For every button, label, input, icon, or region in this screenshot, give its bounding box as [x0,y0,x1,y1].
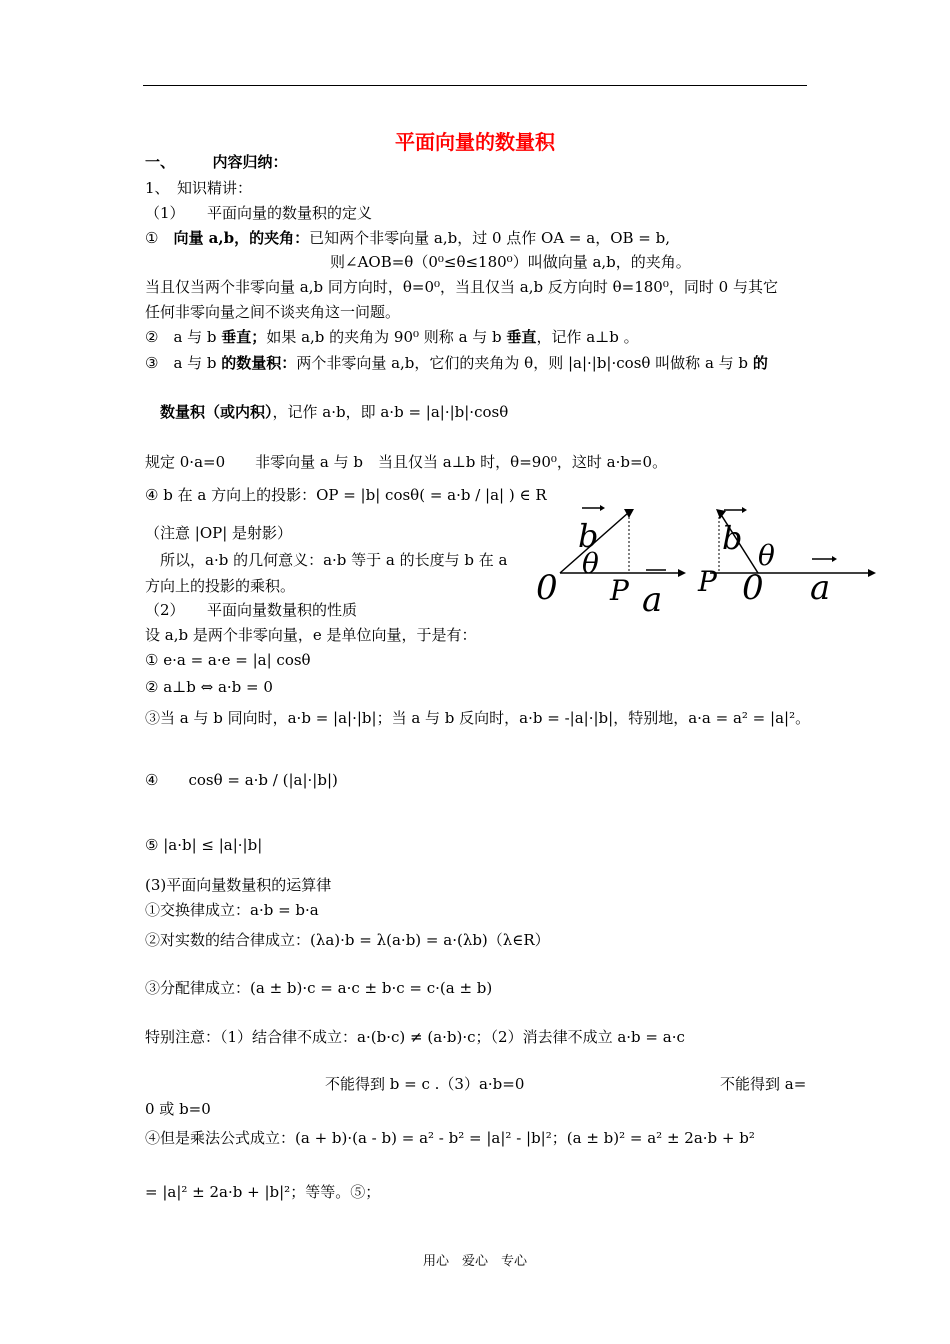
projection-line: ④ b 在 a 方向上的投影：OP = |b| cosθ( = a·b / |a| ) ∈ R [145,486,547,504]
property-4: ④ cosθ = a·b / (|a|·|b|) [145,771,338,789]
header-rule [143,85,807,86]
right-label-theta: θ [758,539,775,572]
perp-prefix: ② a 与 b [145,328,222,346]
dp-text: 两个非零向量 a,b，它们的夹角为 θ，则 |a|·|b|·cosθ 叫做称 a 与 b [296,354,753,372]
law-associative: ②对实数的结合律成立：(λa)·b = λ(a·b) = a·(λb)（λ∈R） [145,931,550,949]
page-title: 平面向量的数量积 [395,130,555,154]
right-axis-arrowhead [868,569,876,577]
term-dot-product: 的数量积： [221,354,297,372]
perp-text: 如果 a,b 的夹角为 90⁰ 则称 a 与 b [266,328,507,346]
property-2: ② a⊥b ⇔ a·b = 0 [145,678,273,696]
term-angle: 向量 a,b，的夹角： [173,229,310,247]
perpendicular-line [145,327,639,347]
law-distributive: ③分配律成立：(a ± b)·c = a·c ± b·c = c·(a ± b) [145,979,493,997]
note-line-4: ④但是乘法公式成立：(a + b)·(a - b) = a² - b² = |a|² - |b|²；(a ± b)² = a² ± 2a·b + b² [145,1129,755,1147]
subsection-heading: 1、 知识精讲： [145,179,253,197]
dp-prefix: ③ a 与 b [145,354,222,372]
right-label-p: P [698,565,717,598]
page-footer: 用心 爱心 专心 [422,1254,527,1269]
note-line-5: = |a|² ± 2a·b + |b|²；等等。⑤； [145,1183,381,1201]
zero-rule-line: 规定 0·a=0 非零向量 a 与 b 当且仅当 a⊥b 时，θ=90⁰，这时 a·b=0。 [145,453,668,471]
circled-number: ① [145,229,174,247]
note-line-3: 0 或 b=0 [145,1100,211,1118]
term-perpendicular-2: 垂直 [506,328,537,346]
law-commutative: ①交换律成立：a·b = b·a [145,901,319,919]
note-line-1: 特别注意：（1）结合律不成立：a·(b·c) ≠ (a·b)·c；（2）消去律不成立 a·b = a·c [145,1028,685,1046]
term-of: 的 [752,354,768,372]
dp-formula: ，记作 a·b，即 a·b = |a|·|b|·cosθ [272,403,509,421]
note-line-2b: 不能得到 a= [720,1075,807,1093]
left-axis-arrowhead [678,569,686,577]
property-3: ③当 a 与 b 同向时，a·b = |a|·|b|；当 a 与 b 反向时，a·b = -|a|·|b|，特别地，a·a = a² = |a|²。 [145,709,811,727]
term-inner-product: 数量积（或内积） [160,403,273,421]
dot-product-line-2 [160,402,508,422]
geometric-meaning-line-2: 方向上的投影的乘积。 [145,577,296,595]
property-1: ① e·a = a·e = |a| cosθ [145,651,311,669]
left-label-p: P [610,574,629,607]
properties-intro: 设 a,b 是两个非零向量，e 是单位向量，于是有： [145,626,477,644]
perp-notation: ，记作 a⊥b 。 [536,328,639,346]
definition-angle-line [145,228,670,248]
dot-product-line [145,353,768,373]
left-label-b: b [578,517,599,555]
right-label-o: 0 [742,568,764,608]
angle-note-line-1: 当且仅当两个非零向量 a,b 同方向时，θ=0⁰，当且仅当 a,b 反方向时 θ=180⁰，同时 0 与其它 [145,278,778,296]
right-label-b: b [722,519,743,557]
left-label-theta: θ [582,547,599,580]
projection-diagram [530,495,890,625]
left-label-o: 0 [536,568,558,608]
geometric-meaning-line-1: 所以，a·b 的几何意义：a·b 等于 a 的长度与 b 在 a [160,551,508,569]
item-heading-3: (3)平面向量数量积的运算律 [145,876,332,894]
right-label-a: a [810,568,831,608]
note-line-2a: 不能得到 b = c .（3）a·b=0 [325,1075,525,1093]
section-heading-1: 一、 内容归纳： [145,153,288,171]
property-5: ⑤ |a·b| ≤ |a|·|b| [145,836,263,854]
item-heading-1: （1） 平面向量的数量积的定义 [145,204,373,222]
angle-note-line-2: 任何非零向量之间不谈夹角这一问题。 [145,303,401,321]
item-heading-2: （2） 平面向量数量积的性质 [145,601,358,619]
term-perpendicular: 垂直； [221,328,267,346]
angle-definition-line-2: 则∠AOB=θ（0⁰≤θ≤180⁰）叫做向量 a,b，的夹角。 [330,253,691,271]
projection-note: （注意 |OP| 是射影） [145,524,293,542]
definition-text: 已知两个非零向量 a,b，过 0 点作 OA = a，OB = b, [309,229,671,247]
left-label-a: a [642,580,663,620]
